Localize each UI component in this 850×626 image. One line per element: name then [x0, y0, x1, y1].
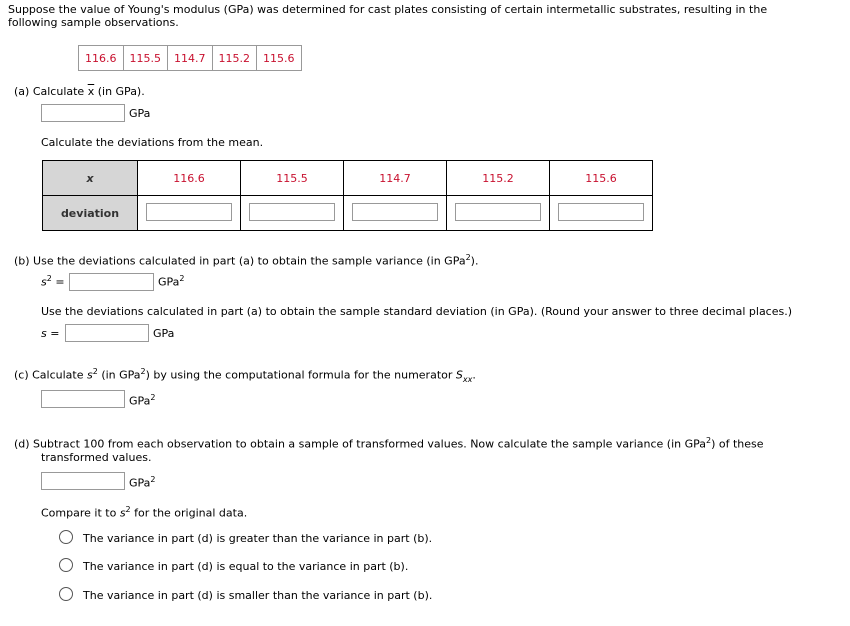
deviations-table	[42, 160, 653, 231]
deviation-cell	[550, 196, 653, 231]
s-label: s =	[41, 327, 60, 340]
sd-input[interactable]	[65, 324, 149, 342]
intro-text	[8, 3, 767, 29]
x-value-cell: 116.6	[138, 161, 241, 196]
variance-input[interactable]	[69, 273, 154, 291]
deviation-cell	[241, 196, 344, 231]
s2-label: $s^2$ =	[41, 274, 65, 289]
deviation-cell	[138, 196, 241, 231]
radio-greater[interactable]	[59, 530, 73, 544]
deviation-cell	[344, 196, 447, 231]
observations-table	[78, 45, 302, 71]
transformed-variance-input[interactable]	[41, 472, 125, 490]
part-c-prompt: (c) Calculate $s^2$ (in GPa$^2$) by using the computational formula for the numerator $S_{xx}$.	[14, 367, 476, 384]
observation-cell: 116.6	[79, 46, 124, 71]
observation-cell: 114.7	[168, 46, 213, 71]
option-equal-label: The variance in part (d) is equal to the variance in part (b).	[83, 560, 409, 573]
deviation-input-4[interactable]	[455, 203, 541, 221]
intro-line-2: following sample observations.	[8, 16, 179, 29]
observation-cell: 115.5	[123, 46, 168, 71]
deviation-input-5[interactable]	[558, 203, 644, 221]
deviation-input-1[interactable]	[146, 203, 232, 221]
radio-smaller[interactable]	[59, 587, 73, 601]
compare-prompt: Compare it to $s^2$ for the original data.	[41, 505, 248, 520]
deviation-input-3[interactable]	[352, 203, 438, 221]
sd-unit: GPa	[153, 327, 175, 340]
x-value-cell: 115.6	[550, 161, 653, 196]
computational-variance-unit: GPa$^2$	[129, 393, 156, 408]
deviation-cell	[447, 196, 550, 231]
radio-equal[interactable]	[59, 558, 73, 572]
option-smaller-label: The variance in part (d) is smaller than the variance in part (b).	[83, 589, 433, 602]
x-value-cell: 115.2	[447, 161, 550, 196]
transformed-variance-unit: GPa$^2$	[129, 475, 156, 490]
x-bar-symbol: $\overline{x}$	[87, 85, 95, 98]
intro-line-1: Suppose the value of Young's modulus (GPa) was determined for cast plates consisting of certain intermetallic substrates, resulting in the	[8, 3, 768, 16]
x-header: x	[43, 161, 138, 196]
observation-cell: 115.2	[212, 46, 257, 71]
x-value-cell: 114.7	[344, 161, 447, 196]
computational-variance-input[interactable]	[41, 390, 125, 408]
x-value-cell: 115.5	[241, 161, 344, 196]
observation-cell: 115.6	[257, 46, 302, 71]
mean-input[interactable]	[41, 104, 125, 122]
sd-prompt: Use the deviations calculated in part (a) to obtain the sample standard deviation (in GPa). (Round your answer to three decimal places.)	[41, 305, 793, 318]
part-d-prompt: (d) Subtract 100 from each observation to obtain a sample of transformed values. Now calculate the sample variance (in GPa$^2$) of these transformed values.	[14, 436, 764, 464]
deviations-prompt: Calculate the deviations from the mean.	[41, 136, 264, 149]
option-greater-label: The variance in part (d) is greater than the variance in part (b).	[83, 532, 433, 545]
mean-unit: GPa	[129, 107, 151, 120]
part-b-prompt: (b) Use the deviations calculated in part (a) to obtain the sample variance (in GPa$^2$).	[14, 253, 479, 268]
part-a-prompt: (a) Calculate $\overline{x}$ (in GPa).	[14, 85, 145, 98]
deviation-header: deviation	[43, 196, 138, 231]
variance-unit: GPa$^2$	[158, 274, 185, 289]
deviation-input-2[interactable]	[249, 203, 335, 221]
